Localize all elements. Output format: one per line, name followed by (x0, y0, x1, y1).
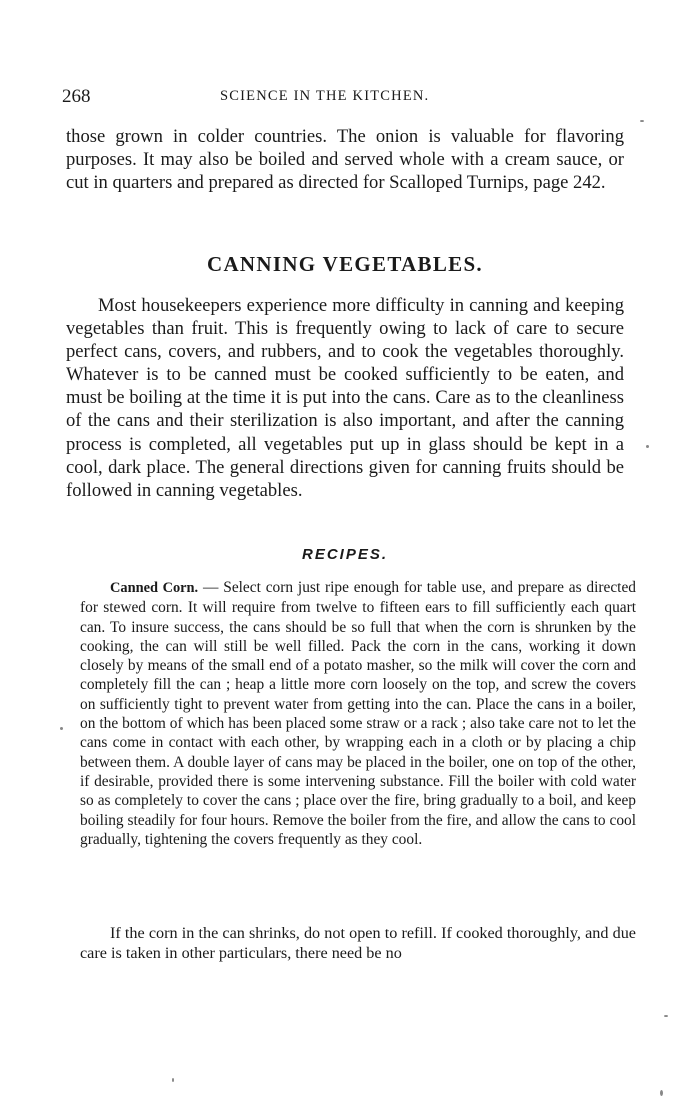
paper-speck (640, 120, 644, 122)
paragraph-onion: those grown in colder countries. The onion is valuable for flavoring purposes. It may also be boiled and served whole with a cream sauce, or cut in quarters and prepared as directed for Scalloped Turnips, page 242. (66, 126, 624, 194)
recipe-dash: — (198, 579, 224, 596)
recipe-name: Canned Corn. (110, 580, 199, 596)
running-head (62, 86, 630, 110)
paper-speck (660, 1090, 663, 1096)
recipe-body: Select corn just ripe enough for table use, and prepare as directed for stewed corn. It will require from twelve to fifteen ears to fill sufficiently each quart can. To insure success, the cans should be so full that when the corn is shrunken by the cooking, the can will still be well filled. Pack the corn in the cans, working it down closely by means of the small end of a potato masher, so the milk will cover the corn and completely fill the can ; heap a little more corn loosely on the top, and screw the covers on sufficiently tight to prevent water from getting into the can. Place the cans in a boiler, on the bottom of which has been placed some straw or a rack ; also take care not to let the cans come in contact with each other, by wrapping each in a cloth or by placing a chip between them. A double layer of cans may be placed in the boiler, one on top of the other, if desirable, provided there is some intervening substance. Fill the boiler with cold water so as completely to cover the cans ; place over the fire, bring gradually to a boil, and keep boiling steadily for four hours. Remove the boiler from the fire, and allow the cans to cool gradually, tightening the covers frequently as they cool. (80, 579, 636, 848)
paper-speck (646, 445, 649, 448)
section-title: CANNING VEGETABLES. (207, 252, 483, 276)
page-number: 268 (62, 86, 91, 107)
paper-speck (664, 1015, 668, 1017)
recipes-subheading: RECIPES. (301, 546, 389, 563)
paper-speck (172, 1078, 174, 1082)
recipe-canned-corn (80, 578, 636, 849)
paper-speck (60, 727, 63, 730)
running-title: SCIENCE IN THE KITCHEN. (220, 88, 430, 104)
paragraph-canning-intro: Most housekeepers experience more difficulty in canning and keeping vegetables than fruit. This is frequently owing to lack of care to secure perfect cans, covers, and rubbers, and to cook the vegetables thoroughly. Whatever is to be canned must be cooked sufficiently to be eaten, and must be boiling at the time it is put into the cans. Care as to the cleanliness of the cans and their sterilization is also important, and after the canning process is completed, all vegetables put up in glass should be kept in a cool, dark place. The general directions given for canning fruits should be followed in canning vegetables. (66, 295, 624, 501)
recipe-continuation: If the corn in the can shrinks, do not open to refill. If cooked thoroughly, and due care is taken in other particulars, there need be no (80, 924, 636, 962)
